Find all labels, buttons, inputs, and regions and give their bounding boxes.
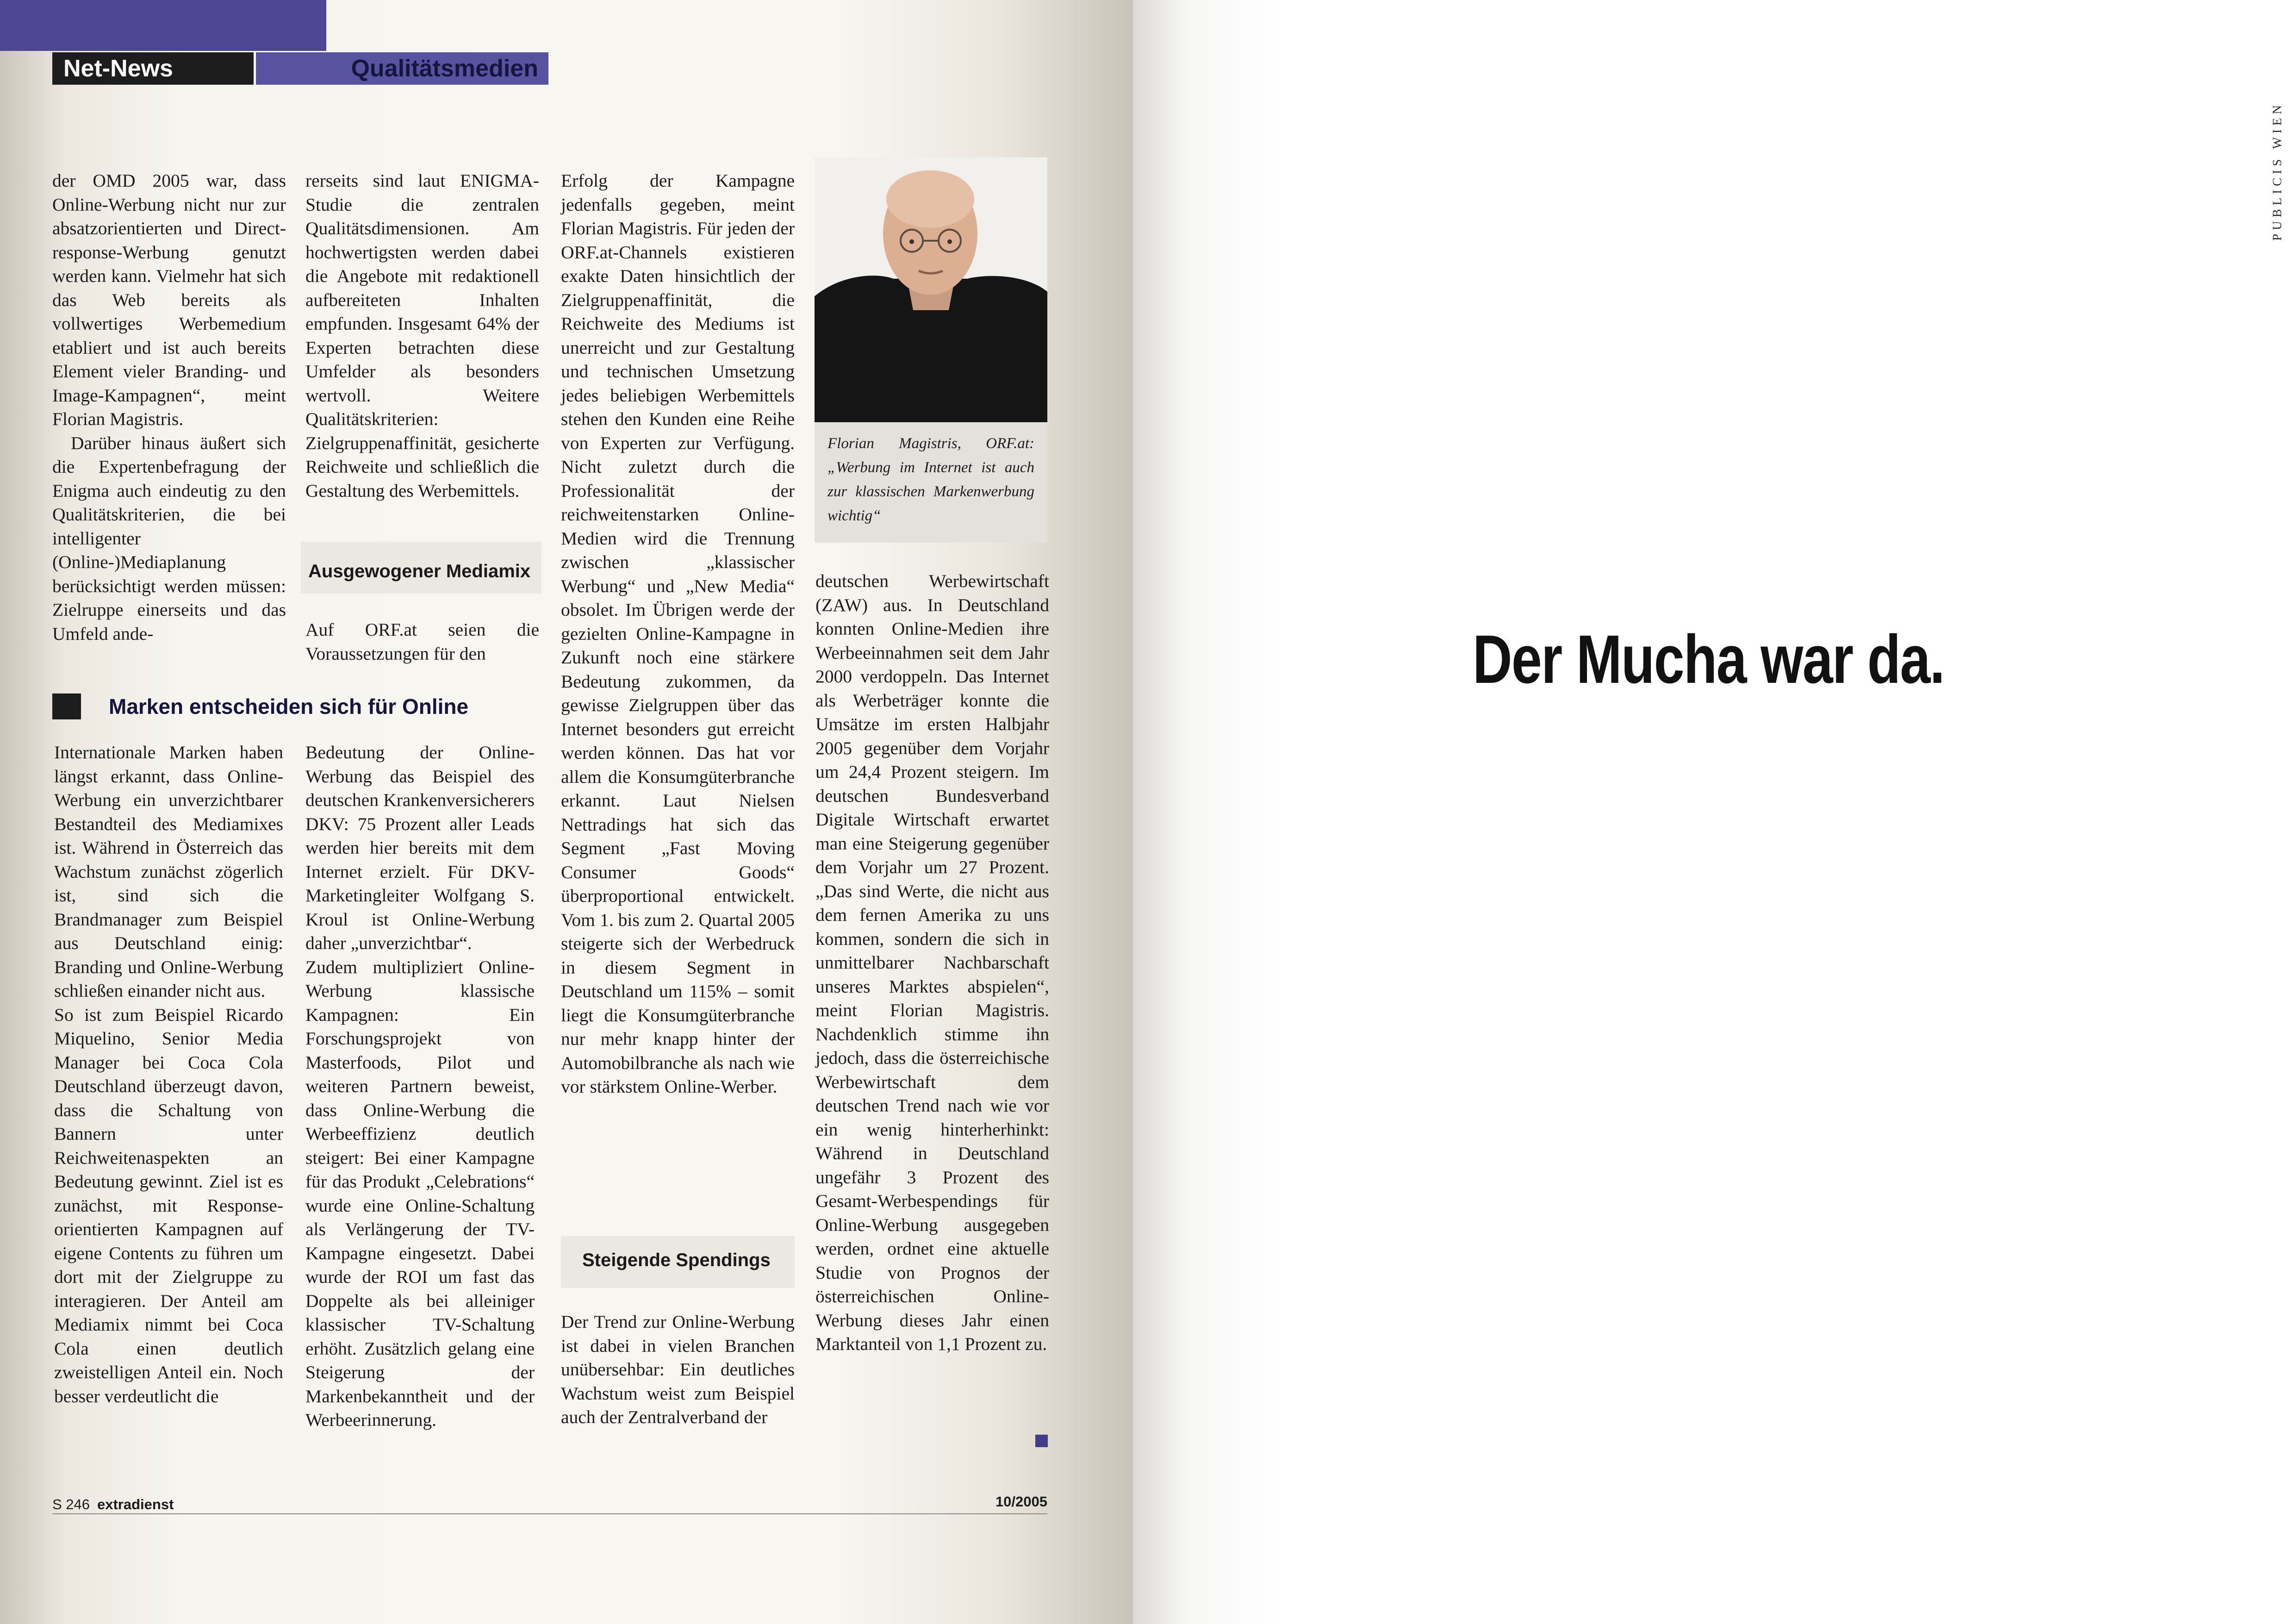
paragraph: Bedeutung der Online-Werbung das Beispiel des deutschen Krankenversicherers DKV: 75 Prozent aller Leads werden hier bereits mit dem Internet erzielt. Für DKV-Marketingleiter Wolfgang S. Kroul ist Online-Werbung daher „unverzichtbar“. — [305, 742, 535, 953]
section-title: Qualitätsmedien — [256, 52, 548, 85]
subheading-spendings: Steigende Spendings — [582, 1250, 771, 1270]
footer-rule — [52, 1513, 1047, 1514]
page-number: S 246 — [52, 1496, 90, 1512]
portrait-illustration — [815, 157, 1047, 422]
subheading-mediamix: Ausgewogener Mediamix — [308, 561, 531, 581]
paragraph: Erfolg der Kampagne jedenfalls gegeben, meint Florian Magistris. Für jeden der ORF.at-Channels existieren exakte Daten hinsichtlich der Zielgruppenaffinität, die Reichweite des Mediums ist unerreicht und zur Gestaltung und technischen Umsetzung jedes beliebigen Werbemittels stehen den Kunden eine Reihe von Experten zur Verfügung. Nicht zuletzt durch die Professionalität der reichweitenstarken Online-Medien wird die Trennung zwischen „klassischer Werbung“ und „New Media“ obsolet. Im Übrigen werde der gezielten Online-Kampagne in Zukunft noch eine stärkere Bedeutung zukommen, da gewisse Zielgruppen über das Internet besonders gut erreicht werden können. Das hat vor allem die Konsumgüterbranche erkannt. Laut Nielsen Nettradings hat sich das Segment „Fast Moving Consumer Goods“ überproportional entwickelt. Vom 1. bis zum 2. Quartal 2005 steigerte sich der Werbedruck in diesem Segment in Deutschland um 115% – somit liegt die Konsumgüterbranche nur mehr knapp hinter der Automobilbranche als nach wie vor stärkstem Online-Werber. — [561, 170, 795, 1097]
subheading-box-spendings — [561, 1236, 795, 1288]
portrait-photo — [815, 157, 1047, 422]
ad-slogan: Der Mucha war da. — [1473, 621, 1944, 698]
paragraph: rerseits sind laut ENIGMA-Studie die zentralen Qualitätsdimensionen. Am hochwertigsten werden dabei die Angebote mit redaktionell aufbereiteten Inhalten empfunden. Insgesamt 64% der Experten betrachten diese Umfelder als besonders wertvoll. Weitere Qualitätskriterien: Zielgruppenaffinität, gesicherte Reichweite und schließlich die Gestaltung des Werbemittels. — [305, 170, 539, 501]
lower-column-2 — [305, 741, 535, 1432]
paragraph: Auf ORF.at seien die Voraussetzungen für den — [305, 619, 539, 664]
end-of-article-square — [1035, 1435, 1048, 1447]
paragraph: der OMD 2005 war, dass Online-Werbung nicht nur zur absatzorientierten und Direct-response-Werbung genutzt werden kann. Vielmehr hat sich das Web bereits als vollwertiges Werbemedium etabliert und ist auch bereits Element vieler Branding- und Image-Kampagnen“, meint Florian Magistris. — [52, 170, 286, 429]
paragraph: Zudem multipliziert Online-Werbung klassische Kampagnen: Ein Forschungsprojekt von Masterfoods, Pilot und weiteren Partnern beweist, dass Online-Werbung die Werbeeffizienz deutlich steigert: Bei einer Kampagne für das Produkt „Celebrations“ wurde eine Online-Schaltung als Verlängerung der TV-Kampagne eingesetzt. Dabei wurde der ROI um fast das Doppelte als bei alleiniger klassischer TV-Schaltung erhöht. Zusätzlich gelang eine Steigerung der Markenbekanntheit und der Werbeerinnerung. — [305, 956, 535, 1430]
article-column-4 — [815, 569, 1049, 1356]
corner-color-bar — [0, 0, 326, 51]
paragraph: Der Trend zur Online-Werbung ist dabei in vielen Branchen unübersehbar: Ein deutliches Wachstum weist zum Beispiel auch der Zentralverband der — [561, 1312, 795, 1427]
photo-caption-box — [815, 422, 1047, 543]
paragraph: Internationale Marken haben längst erkannt, dass Online-Werbung ein unverzichtbarer Bestandteil des Mediamixes ist. Während in Österreich das Wachstum zunächst zögerlich ist, sind sich die Brandmanager zum Beispiel aus Deutschland einig: Branding und Online-Werbung schließen einander nicht aus. — [54, 742, 283, 1001]
subheading-box-mediamix — [301, 542, 541, 593]
publication-name: extradienst — [97, 1496, 174, 1512]
paragraph: So ist zum Beispiel Ricardo Miquelino, Senior Media Manager bei Coca Cola Deutschland überzeugt davon, dass die Schaltung von Bannern unter Reichweitenaspekten an Bedeutung gewinnt. Ziel ist es zunächst, mit Response-orientierten Kampagnen auf eigene Contents zu führen um dort mit der Zielgruppe zu interagieren. Der Anteil am Mediamix nimmt bei Coca Cola einen deutlich zweistelligen Anteil ein. Noch besser verdeutlicht die — [54, 1004, 283, 1406]
banner-heading: Marken entscheiden sich für Online — [109, 694, 469, 718]
article-column-1 — [52, 169, 286, 646]
advertisement-page — [1133, 0, 2296, 1624]
agency-credit: PUBLICIS WIEN — [2270, 101, 2284, 241]
article-column-2-continued — [305, 618, 539, 666]
issue-number: 10/2005 — [995, 1493, 1047, 1510]
article-column-3 — [561, 169, 795, 1099]
paragraph: Darüber hinaus äußert sich die Expertenbefragung der Enigma auch eindeutig zu den Qualitätskriterien, die bei intelligenter (Online-)Mediaplanung berücksichtigt werden müssen: Zielruppe einerseits und das Umfeld ande- — [52, 432, 286, 644]
section-label: Net-News — [52, 52, 254, 85]
paragraph: deutschen Werbewirtschaft (ZAW) aus. In Deutschland konnten Online-Medien ihre Werbeeinnahmen seit dem Jahr 2000 verdoppeln. Das Internet als Werbeträger konnte die Umsätze im ersten Halbjahr 2005 gegenüber dem Vorjahr um 24,4 Prozent steigern. Im deutschen Bundesverband Digitale Wirtschaft erwartet man eine Steigerung gegenüber dem Vorjahr um 27 Prozent. „Das sind Werte, die nicht aus dem fernen Amerika zu uns kommen, sondern die sich in unmittelbarer Nachbarschaft unseres Marktes abspielen“, meint Florian Magistris. Nachdenklich stimme ihn jedoch, dass die österreichische Werbewirtschaft dem deutschen Trend nach wie vor ein wenig hinterherhinkt: Während in Deutschland ungefähr 3 Prozent des Gesamt-Werbespendings für Online-Werbung ausgegeben werden, ordnet eine aktuelle Studie von Prognos der österreichischen Online-Werbung dieses Jahr einen Marktanteil von 1,1 Prozent zu. — [815, 571, 1049, 1354]
article-column-2 — [305, 169, 539, 503]
photo-caption: Florian Magistris, ORF.at: „Werbung im Internet ist auch zur klassischen Markenwerbung wichtig“ — [828, 435, 1034, 524]
lower-column-1 — [54, 741, 283, 1408]
article-column-3-continued — [561, 1310, 795, 1430]
